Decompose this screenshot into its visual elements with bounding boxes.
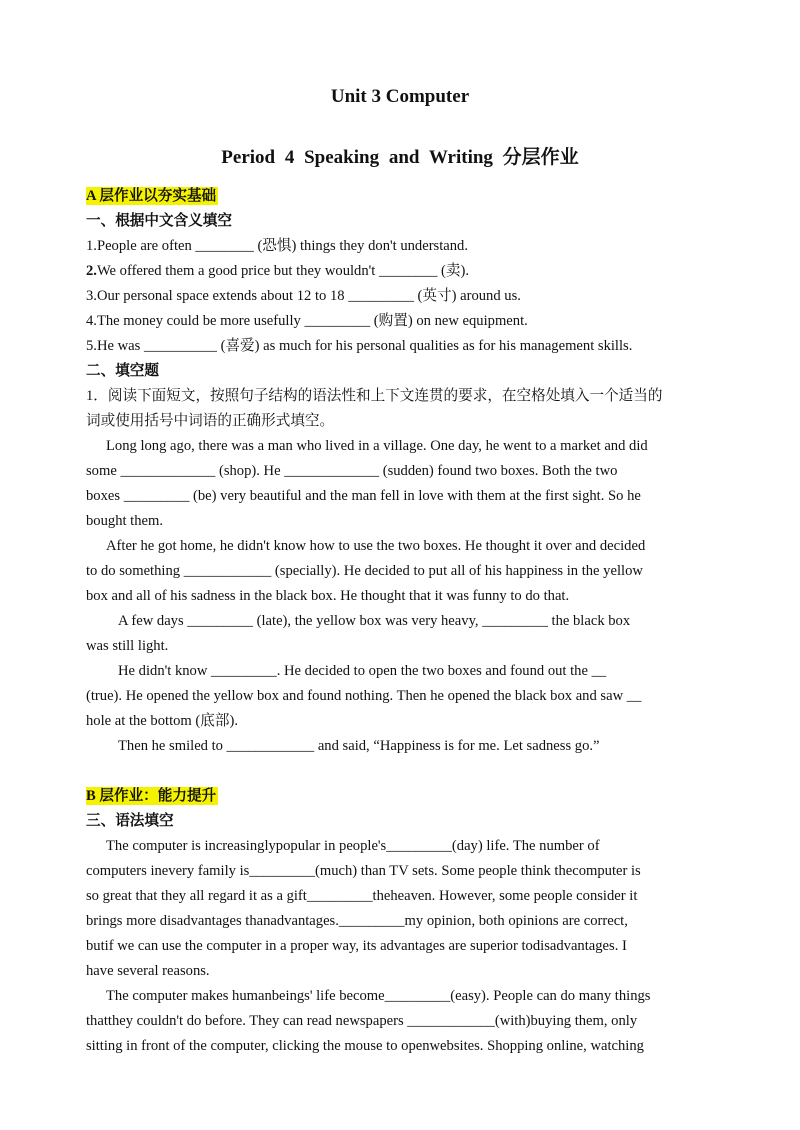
passage-line: The computer makes humanbeings' life become_________(easy). People can do many things: [106, 988, 651, 1004]
section-b-label: B 层作业：能力提升: [86, 788, 217, 804]
passage-line: computers inevery family is_________(much) than TV sets. Some people think thecomputer is: [86, 863, 641, 879]
passage-line: so great that they all regard it as a gift_________theheaven. However, some people consider it: [86, 888, 638, 904]
passage-line: After he got home, he didn't know how to use the two boxes. He thought it over and decided: [106, 538, 646, 554]
exercise-item: 2.We offered them a good price but they wouldn't ________ (卖).: [86, 263, 469, 279]
exercise-item: 4.The money could be more usefully _________ (购置) on new equipment.: [86, 313, 528, 329]
page-subtitle: Period 4 Speaking and Writing 分层作业: [221, 147, 579, 168]
section-a-label: A 层作业以夯实基础: [86, 188, 217, 204]
passage-line: to do something ____________ (specially). He decided to put all of his happiness in the yellow: [86, 563, 643, 579]
page-title: Unit 3 Computer: [330, 86, 470, 107]
exercise-item: 1.People are often ________ (恐惧) things they don't understand.: [86, 238, 469, 254]
exercise-item: 5.He was __________ (喜爱) as much for his personal qualities as for his management skills.: [86, 338, 633, 354]
passage-line: boxes _________ (be) very beautiful and the man fell in love with them at the first sight. So he: [86, 488, 641, 504]
part2-instruction-line: 1．阅读下面短文，按照句子结构的语法性和上下文连贯的要求，在空格处填入一个适当的: [86, 388, 663, 404]
part2-heading: 二、填空题: [86, 363, 159, 379]
passage-line: Long long ago, there was a man who lived in a village. One day, he went to a market and did: [106, 438, 648, 454]
passage-line: have several reasons.: [86, 963, 210, 979]
passage-line: some _____________ (shop). He _____________ (sudden) found two boxes. Both the two: [86, 463, 618, 479]
passage-line: He didn't know _________. He decided to open the two boxes and found out the __: [118, 663, 607, 679]
exercise-item: 3.Our personal space extends about 12 to 18 _________ (英寸) around us.: [86, 288, 521, 304]
passage-line: A few days _________ (late), the yellow box was very heavy, _________ the black box: [118, 613, 631, 629]
part3-heading: 三、语法填空: [86, 813, 174, 829]
passage-line: box and all of his sadness in the black box. He thought that it was funny to do that.: [86, 588, 570, 604]
passage-line: The computer is increasinglypopular in people's_________(day) life. The number of: [106, 838, 600, 854]
part2-instruction-line: 词或使用括号中词语的正确形式填空。: [86, 413, 335, 429]
passage-line: thatthey couldn't do before. They can read newspapers ____________(with)buying them, only: [86, 1013, 638, 1029]
passage-line: (true). He opened the yellow box and found nothing. Then he opened the black box and saw __: [86, 688, 642, 704]
passage-line: was still light.: [86, 638, 169, 654]
passage-line: brings more disadvantages thanadvantages._________my opinion, both opinions are correct,: [86, 913, 628, 929]
part1-heading: 一、根据中文含义填空: [86, 213, 232, 229]
passage-line: bought them.: [86, 513, 164, 529]
passage-line: sitting in front of the computer, clicking the mouse to openwebsites. Shopping online, watching: [86, 1038, 644, 1054]
passage-line: hole at the bottom (底部).: [86, 713, 238, 729]
passage-line: butif we can use the computer in a proper way, its advantages are superior todisadvantages. I: [86, 938, 627, 954]
passage-line: Then he smiled to ____________ and said, “Happiness is for me. Let sadness go.”: [118, 738, 600, 754]
